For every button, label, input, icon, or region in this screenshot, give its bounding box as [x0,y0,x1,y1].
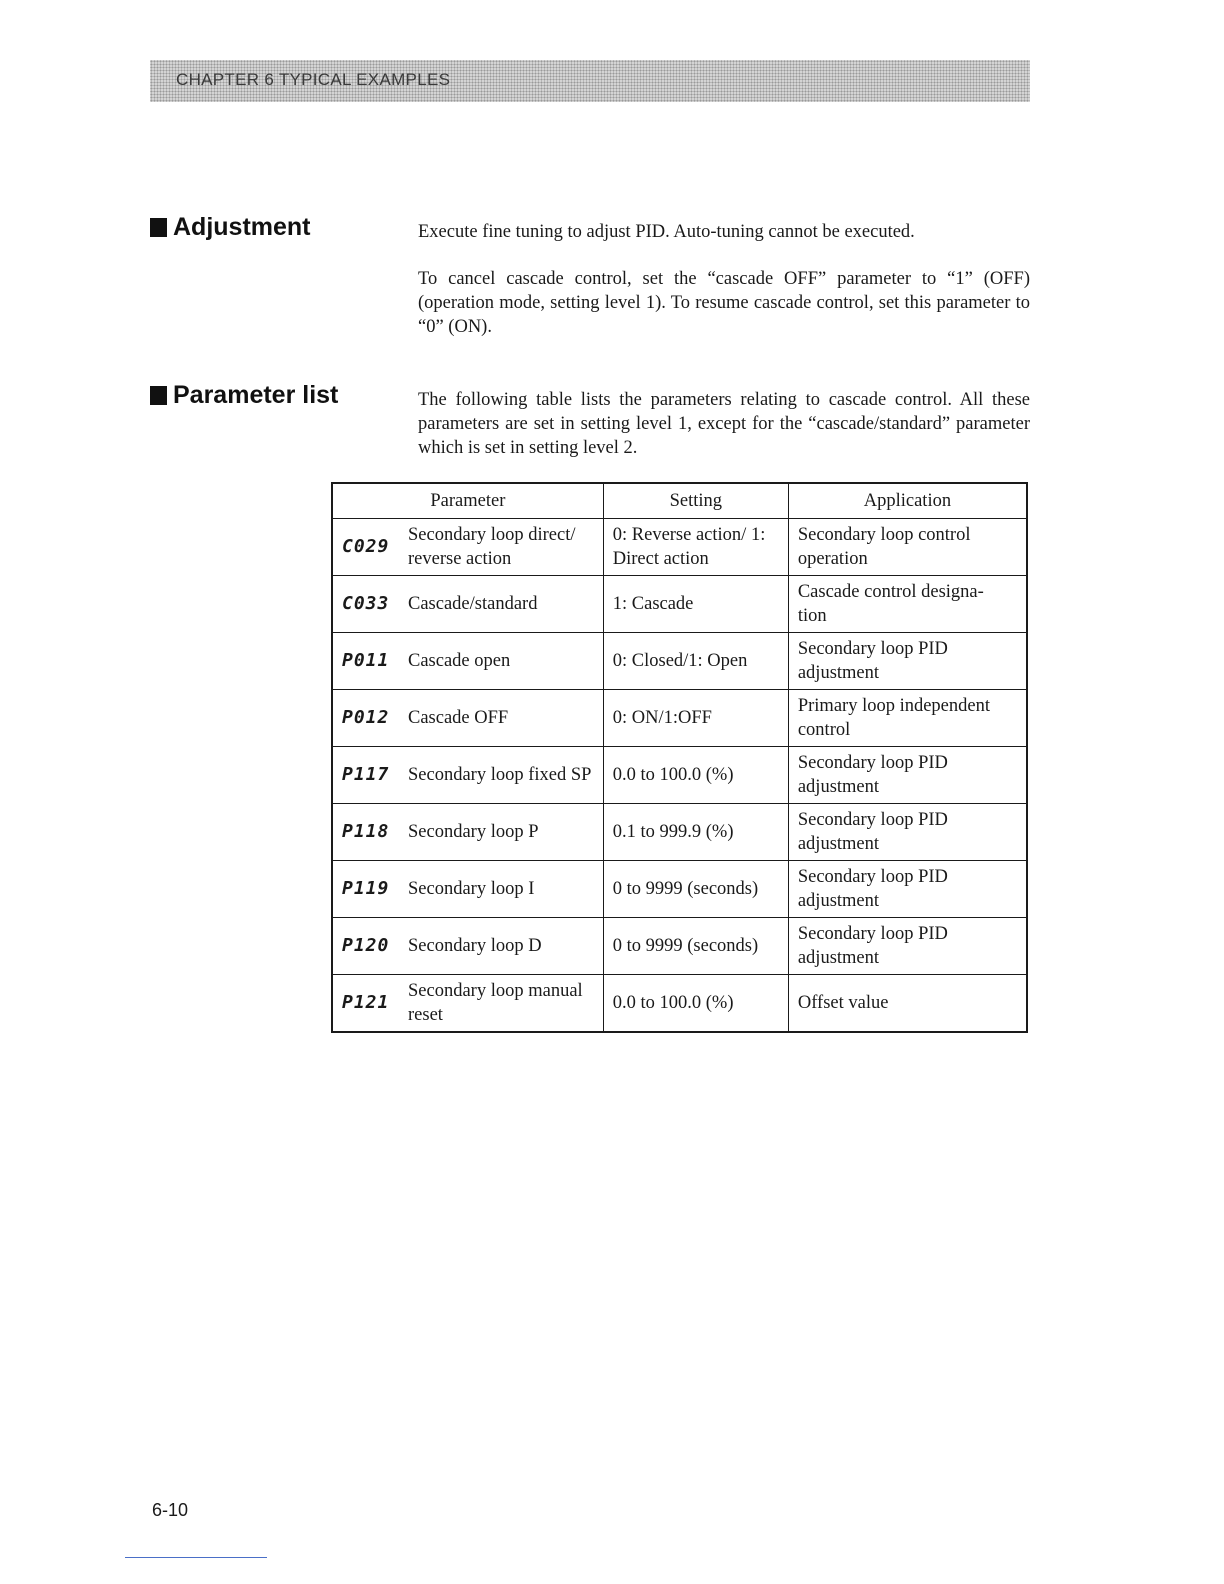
parameter-list-heading [150,381,338,410]
table-row [332,918,1027,975]
parameter-application: Secondary loop PID adjustment [788,804,1027,861]
table-row [332,633,1027,690]
parameter-name: Secondary loop D [408,936,542,956]
parameter-name: Cascade/standard [408,594,538,614]
header-setting: Setting [603,483,788,519]
parameter-list-paragraph: The following table lists the parameters relating to cascade control. All these parameters are set in setting level 1, except for the “cascade/standard” parameter which is set in setting level 2. [418,390,1030,458]
table-row [332,690,1027,747]
parameter-application: Cascade control designa- tion [788,576,1027,633]
adjustment-paragraph-1: Execute fine tuning to adjust PID. Auto-tuning cannot be executed. [418,222,915,242]
table-row [332,975,1027,1033]
header-parameter: Parameter [332,483,603,519]
adjustment-heading [150,213,311,242]
parameter-setting: 1: Cascade [603,576,788,633]
parameter-application: Secondary loop control operation [788,519,1027,576]
parameter-name: Secondary loop direct/ reverse action [408,525,576,569]
parameter-name: Secondary loop manual reset [408,981,583,1025]
parameter-application: Secondary loop PID adjustment [788,861,1027,918]
parameter-code: C033 [342,593,390,614]
parameter-setting: 0: Closed/1: Open [603,633,788,690]
page-number: 6-10 [152,1500,189,1520]
parameter-code: P012 [342,707,390,728]
parameter-code: P121 [342,992,390,1013]
parameter-code: P118 [342,821,390,842]
parameter-application: Secondary loop PID adjustment [788,633,1027,690]
parameter-list-heading-text: Parameter list [173,381,339,409]
adjustment-heading-text: Adjustment [173,213,311,241]
parameter-setting: 0.0 to 100.0 (%) [603,975,788,1033]
footer-rule [125,1557,267,1558]
parameter-name: Secondary loop P [408,822,539,842]
parameter-setting: 0: Reverse action/ 1: Direct action [603,519,788,576]
parameter-setting: 0 to 9999 (seconds) [603,918,788,975]
parameter-name: Cascade OFF [408,708,509,728]
header-application: Application [788,483,1027,519]
parameter-setting: 0.1 to 999.9 (%) [603,804,788,861]
bullet-square-icon [150,218,167,237]
table-row [332,747,1027,804]
parameter-code: P120 [342,935,390,956]
parameter-name: Secondary loop I [408,879,535,899]
parameter-name: Cascade open [408,651,511,671]
table-row [332,861,1027,918]
parameter-name: Secondary loop fixed SP [408,765,592,785]
parameter-table [331,482,1028,1033]
parameter-code: C029 [342,536,390,557]
parameter-application: Secondary loop PID adjustment [788,747,1027,804]
table-row [332,804,1027,861]
bullet-square-icon [150,386,167,405]
parameter-code: P117 [342,764,390,785]
parameter-setting: 0.0 to 100.0 (%) [603,747,788,804]
parameter-application: Primary loop independent control [788,690,1027,747]
chapter-title: CHAPTER 6 TYPICAL EXAMPLES [176,70,451,89]
parameter-setting: 0 to 9999 (seconds) [603,861,788,918]
parameter-code: P119 [342,878,390,899]
parameter-application: Secondary loop PID adjustment [788,918,1027,975]
adjustment-paragraph-2: To cancel cascade control, set the “cascade OFF” parameter to “1” (OFF) (operation mode, setting level 1). To resume cascade control, set this parameter to “0” (ON). [418,269,1030,337]
table-row [332,519,1027,576]
table-header-row [332,483,1027,519]
parameter-code: P011 [342,650,390,671]
parameter-application: Offset value [788,975,1027,1033]
parameter-setting: 0: ON/1:OFF [603,690,788,747]
table-row [332,576,1027,633]
